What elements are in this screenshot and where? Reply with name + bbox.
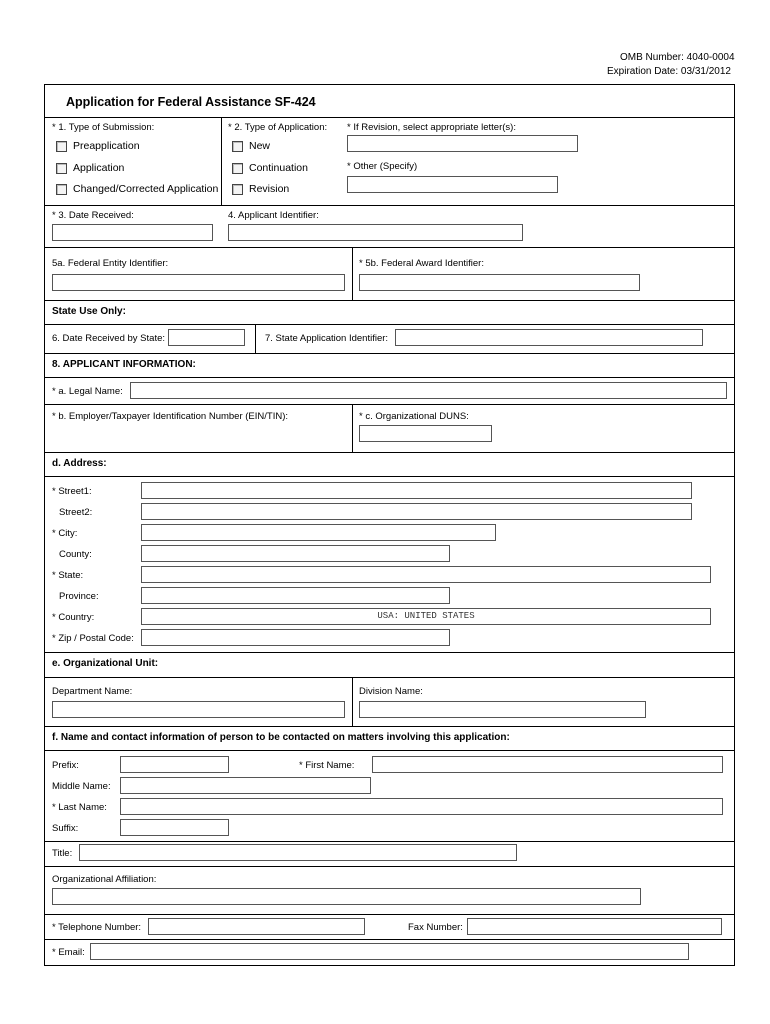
divider [45, 866, 735, 867]
other-specify-input[interactable] [347, 176, 558, 193]
divider [45, 750, 735, 751]
fax-label: Fax Number: [408, 922, 463, 933]
street1-label: * Street1: [52, 486, 92, 497]
prefix-input[interactable] [120, 756, 229, 773]
federal-award-input[interactable] [359, 274, 640, 291]
applicant-identifier-label: 4. Applicant Identifier: [228, 210, 319, 221]
applicant-identifier-input[interactable] [228, 224, 523, 241]
province-label: Province: [59, 591, 99, 602]
divider [45, 117, 735, 118]
last-name-label: * Last Name: [52, 802, 107, 813]
county-input[interactable] [141, 545, 450, 562]
divider [45, 404, 735, 405]
preapplication-checkbox[interactable] [56, 141, 67, 152]
new-checkbox[interactable] [232, 141, 243, 152]
divider [221, 117, 222, 205]
ein-label: * b. Employer/Taxpayer Identification Number (EIN/TIN): [52, 411, 289, 422]
state-app-id-label: 7. State Application Identifier: [265, 333, 389, 344]
county-label: County: [59, 549, 92, 560]
state-label: * State: [52, 570, 84, 581]
fax-input[interactable] [467, 918, 722, 935]
contact-heading: f. Name and contact information of person to be contacted on matters involving this application: [52, 732, 510, 743]
email-label: * Email: [52, 947, 85, 958]
last-name-input[interactable] [120, 798, 723, 815]
application-label: Application [73, 162, 125, 174]
continuation-checkbox[interactable] [232, 163, 243, 174]
divider [352, 404, 353, 452]
state-app-id-input[interactable] [395, 329, 703, 346]
zip-label: * Zip / Postal Code: [52, 633, 134, 644]
state-date-label: 6. Date Received by State: [52, 333, 166, 344]
divider [45, 841, 735, 842]
divider [45, 939, 735, 940]
street2-label: Street2: [59, 507, 93, 518]
suffix-label: Suffix: [52, 823, 79, 834]
divider [45, 377, 735, 378]
federal-award-label: * 5b. Federal Award Identifier: [359, 258, 484, 269]
divider [45, 726, 735, 727]
affiliation-label: Organizational Affiliation: [52, 874, 157, 885]
revision-label: Revision [249, 183, 290, 195]
title-label: Title: [52, 848, 73, 859]
continuation-label: Continuation [249, 162, 308, 174]
title-input[interactable] [79, 844, 517, 861]
date-received-input[interactable] [52, 224, 213, 241]
divider [45, 677, 735, 678]
divider [45, 353, 735, 354]
expiration-date: Expiration Date: 03/31/2012 [607, 66, 731, 77]
state-input[interactable] [141, 566, 711, 583]
affiliation-input[interactable] [52, 888, 641, 905]
city-input[interactable] [141, 524, 496, 541]
prefix-label: Prefix: [52, 760, 79, 771]
street1-input[interactable] [141, 482, 692, 499]
omb-number: OMB Number: 4040-0004 [620, 52, 735, 63]
address-heading: d. Address: [52, 458, 107, 469]
application-type-label: * 2. Type of Application: [228, 122, 328, 133]
preapplication-label: Preapplication [73, 140, 140, 152]
revision-letter-label: * If Revision, select appropriate letter(s): [347, 122, 516, 133]
divider [45, 452, 735, 453]
duns-input[interactable] [359, 425, 492, 442]
department-input[interactable] [52, 701, 345, 718]
country-label: * Country: [52, 612, 95, 623]
legal-name-label: * a. Legal Name: [52, 386, 123, 397]
first-name-label: * First Name: [299, 760, 355, 771]
application-checkbox[interactable] [56, 163, 67, 174]
telephone-label: * Telephone Number: [52, 922, 142, 933]
email-input[interactable] [90, 943, 689, 960]
changed-corrected-checkbox[interactable] [56, 184, 67, 195]
department-label: Department Name: [52, 686, 133, 697]
form-title: Application for Federal Assistance SF-424 [66, 95, 316, 109]
org-unit-heading: e. Organizational Unit: [52, 658, 159, 669]
divider [45, 247, 735, 248]
divider [45, 300, 735, 301]
divider [45, 914, 735, 915]
changed-corrected-label: Changed/Corrected Application [73, 183, 219, 195]
divider [45, 652, 735, 653]
divider [45, 205, 735, 206]
state-use-heading: State Use Only: [52, 306, 126, 317]
revision-checkbox[interactable] [232, 184, 243, 195]
divider [45, 476, 735, 477]
divider [352, 677, 353, 726]
divider [45, 324, 735, 325]
duns-label: * c. Organizational DUNS: [359, 411, 469, 422]
province-input[interactable] [141, 587, 450, 604]
divider [352, 247, 353, 300]
zip-input[interactable] [141, 629, 450, 646]
division-label: Division Name: [359, 686, 423, 697]
middle-name-input[interactable] [120, 777, 371, 794]
city-label: * City: [52, 528, 78, 539]
submission-type-label: * 1. Type of Submission: [52, 122, 155, 133]
street2-input[interactable] [141, 503, 692, 520]
first-name-input[interactable] [372, 756, 723, 773]
legal-name-input[interactable] [130, 382, 727, 399]
federal-entity-input[interactable] [52, 274, 345, 291]
country-input[interactable]: USA: UNITED STATES [141, 608, 711, 625]
date-received-label: * 3. Date Received: [52, 210, 134, 221]
other-specify-label: * Other (Specify) [347, 161, 418, 172]
suffix-input[interactable] [120, 819, 229, 836]
federal-entity-label: 5a. Federal Entity Identifier: [52, 258, 169, 269]
middle-name-label: Middle Name: [52, 781, 111, 792]
division-input[interactable] [359, 701, 646, 718]
revision-letter-input[interactable] [347, 135, 578, 152]
applicant-info-heading: 8. APPLICANT INFORMATION: [52, 359, 196, 370]
state-date-input[interactable] [168, 329, 245, 346]
divider [255, 324, 256, 353]
new-label: New [249, 140, 271, 152]
telephone-input[interactable] [148, 918, 365, 935]
